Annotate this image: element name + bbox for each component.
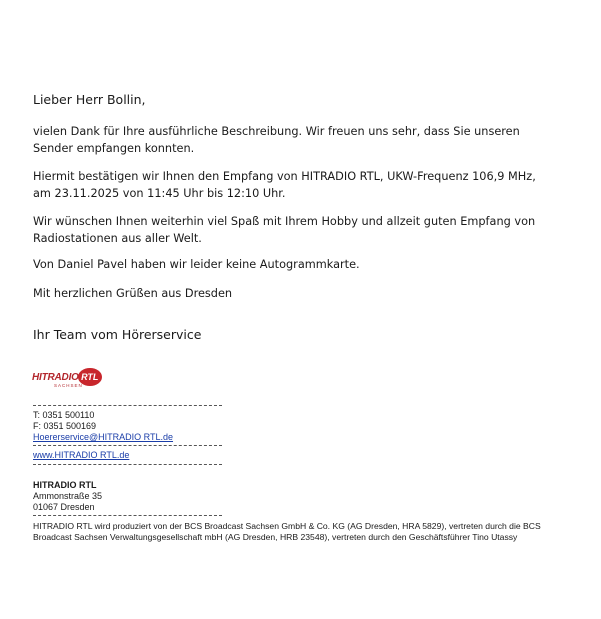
legal-notice: HITRADIO RTL wird produziert von der BCS Broadcast Sachsen GmbH & Co. KG (AG Dresden, HRA 5829), vertreten durch die BCS Broadcast Sachsen Verwaltungsgesellschaft mbH (AG Dresden, HRB 23548), vertreten durch den Geschäftsführer Tino Utassy — [33, 521, 541, 542]
logo-subline: SACHSEN — [54, 382, 83, 388]
contact-fax: F: 0351 500169 — [33, 421, 97, 431]
address-street: Ammonstraße 35 — [33, 491, 103, 501]
paragraph-closing: Mit herzlichen Grüßen aus Dresden — [33, 287, 233, 300]
greeting: Lieber Herr Bollin, — [33, 92, 146, 107]
contact-phone: T: 0351 500110 — [33, 410, 95, 420]
paragraph-thanks: vielen Dank für Ihre ausführliche Beschreibung. Wir freuen uns sehr, dass Sie unseren Sender empfangen konnten. — [33, 125, 520, 155]
logo-rtl-badge: RTL — [78, 368, 102, 386]
divider — [33, 405, 222, 406]
paragraph-wishes: Wir wünschen Ihnen weiterhin viel Spaß mit Ihrem Hobby und allzeit guten Empfang von Radiostationen aus aller Welt. — [33, 215, 536, 245]
website-link[interactable]: www.HITRADIO RTL.de — [33, 450, 130, 460]
contact-email-link[interactable]: Hoererservice@HITRADIO RTL.de — [33, 432, 174, 442]
address-company: HITRADIO RTL — [33, 480, 97, 490]
paragraph-autograph: Von Daniel Pavel haben wir leider keine Autogrammkarte. — [33, 258, 360, 271]
logo-wordmark — [32, 371, 83, 388]
address-city: 01067 Dresden — [33, 502, 95, 512]
paragraph-confirmation: Hiermit bestätigen wir Ihnen den Empfang von HITRADIO RTL, UKW-Frequenz 106,9 MHz, am 23.11.2025 von 11:45 Uhr bis 12:10 Uhr. — [33, 170, 536, 200]
hitradio-rtl-logo — [32, 368, 102, 386]
divider — [33, 464, 222, 465]
logo-wordmark-text: HITRADIO — [32, 371, 79, 383]
divider — [33, 445, 222, 446]
signature: Ihr Team vom Hörerservice — [33, 327, 202, 342]
divider — [33, 515, 222, 516]
